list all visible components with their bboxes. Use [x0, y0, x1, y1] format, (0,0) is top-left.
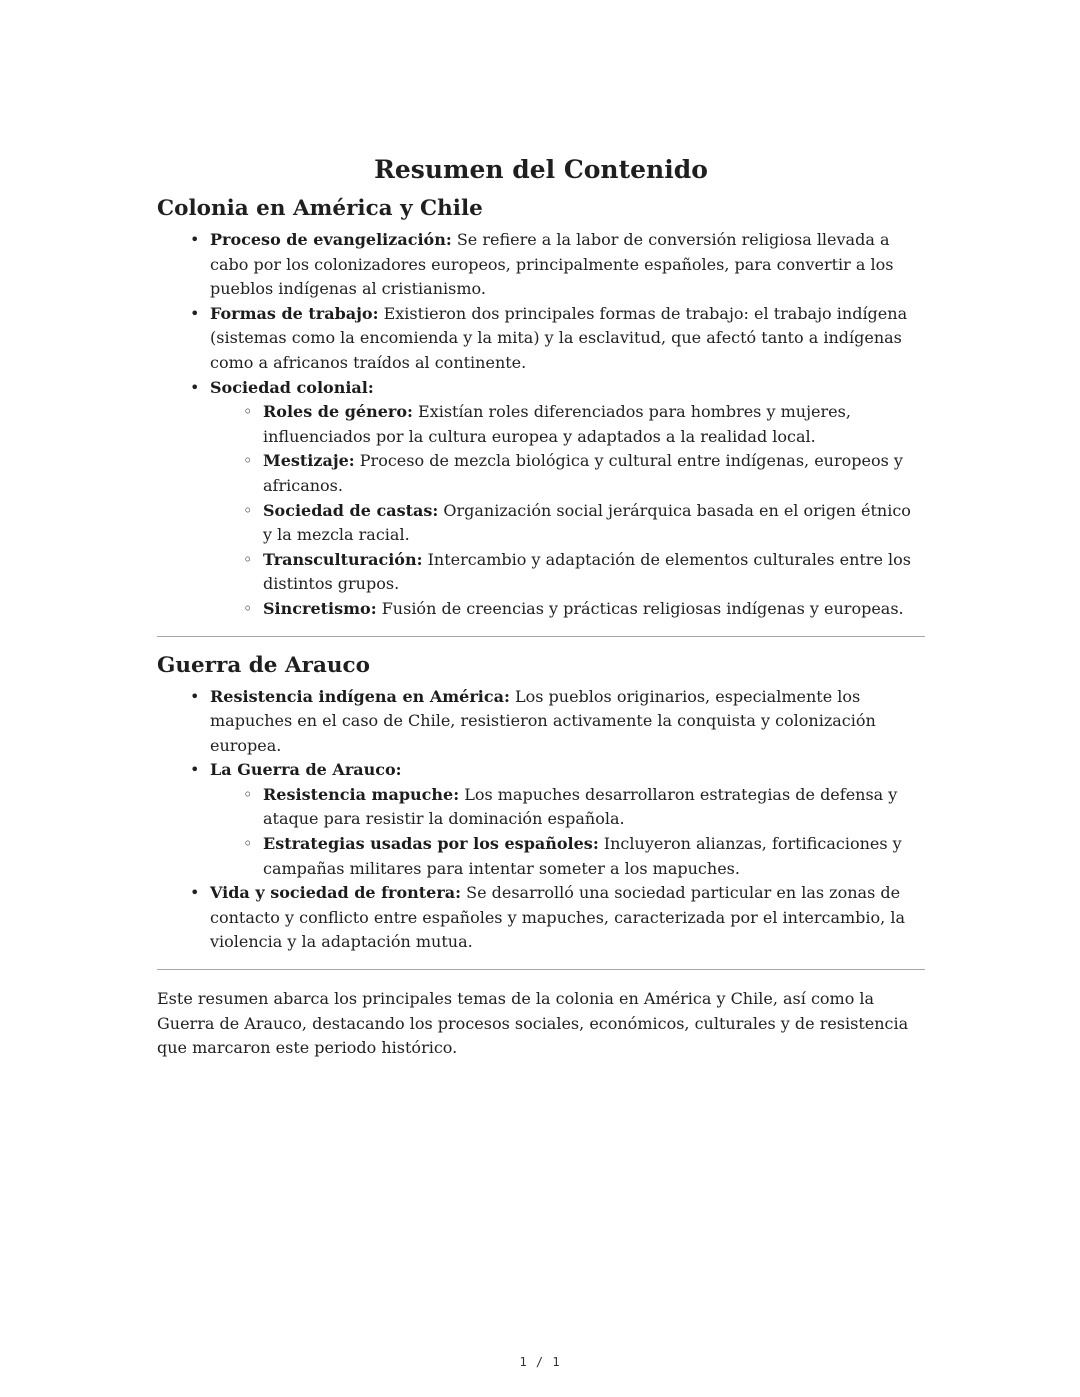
bullet-list: [157, 228, 925, 622]
item-term: Mestizaje:: [263, 451, 355, 471]
item-term: Transculturación:: [263, 549, 423, 569]
item-term: Resistencia indígena en América:: [210, 686, 510, 706]
list-item: ◦ Resistencia mapuche: Los mapuches desarrollaron estrategias de defensa y ataque para resistir la dominación española.: [263, 783, 925, 832]
section-heading: Guerra de Arauco: [157, 652, 370, 678]
item-term: La Guerra de Arauco:: [210, 760, 402, 780]
list-item: • Formas de trabajo: Existieron dos principales formas de trabajo: el trabajo indígena (sistemas como la encomienda y la mita) y la esclavitud, que afectó tanto a indígenas como a africanos traídos al continente.: [210, 302, 925, 376]
list-item: ◦ Transculturación: Intercambio y adaptación de elementos culturales entre los distintos grupos.: [263, 548, 925, 597]
list-item: ◦ Sincretismo: Fusión de creencias y prácticas religiosas indígenas y europeas.: [263, 597, 925, 622]
item-term: Proceso de evangelización:: [210, 230, 452, 249]
list-item: • Vida y sociedad de frontera: Se desarrolló una sociedad particular en las zonas de contacto y conflicto entre españoles y mapuches, caracterizada por el intercambio, la violencia y la adaptación mutua.: [210, 881, 925, 955]
sub-bullet-list: [210, 783, 925, 881]
list-item: ◦ Roles de género: Existían roles diferenciados para hombres y mujeres, influenciados por la cultura europea y adaptados a la realidad local.: [263, 400, 925, 449]
list-item: ◦ Estrategias usadas por los españoles: Incluyeron alianzas, fortificaciones y campañas militares para intentar someter a los mapuches.: [263, 832, 925, 881]
item-term: Formas de trabajo:: [210, 303, 379, 323]
section-divider: [157, 636, 925, 637]
content-section: [157, 651, 925, 956]
bullet-list: [157, 685, 925, 956]
item-term: Sociedad de castas:: [263, 500, 439, 520]
list-item: • Resistencia indígena en América: Los pueblos originarios, especialmente los mapuches en el caso de Chile, resistieron activamente la conquista y colonización europea.: [210, 685, 925, 759]
item-term: Sincretismo:: [263, 598, 377, 618]
closing-paragraph: Este resumen abarca los principales temas de la colonia en América y Chile, así como la Guerra de Arauco, destacando los procesos sociales, económicos, culturales y de resistencia que marcaron este periodo histórico.: [157, 989, 909, 1058]
sections-container: [157, 194, 925, 970]
item-term: Estrategias usadas por los españoles:: [263, 834, 599, 854]
section-heading: Colonia en América y Chile: [157, 196, 483, 221]
list-item: • Proceso de evangelización: Se refiere a la labor de conversión religiosa llevada a cabo por los colonizadores europeos, principalmente españoles, para convertir a los pueblos indígenas al cristianismo.: [210, 228, 925, 302]
list-item: [210, 376, 925, 622]
section-divider: [157, 969, 925, 970]
list-item: ◦ Mestizaje: Proceso de mezcla biológica y cultural entre indígenas, europeos y africanos.: [263, 449, 925, 498]
document-title: Resumen del Contenido: [374, 155, 708, 184]
content-section: [157, 194, 925, 622]
list-item: [210, 758, 925, 881]
item-term: Sociedad colonial:: [210, 377, 374, 397]
item-term: Resistencia mapuche:: [263, 784, 460, 804]
page-number: 1 / 1: [519, 1355, 561, 1369]
list-item: ◦ Sociedad de castas: Organización social jerárquica basada en el origen étnico y la mezcla racial.: [263, 499, 925, 548]
item-term: Vida y sociedad de frontera:: [210, 883, 462, 903]
sub-bullet-list: [210, 400, 925, 621]
item-term: Roles de género:: [263, 402, 413, 422]
